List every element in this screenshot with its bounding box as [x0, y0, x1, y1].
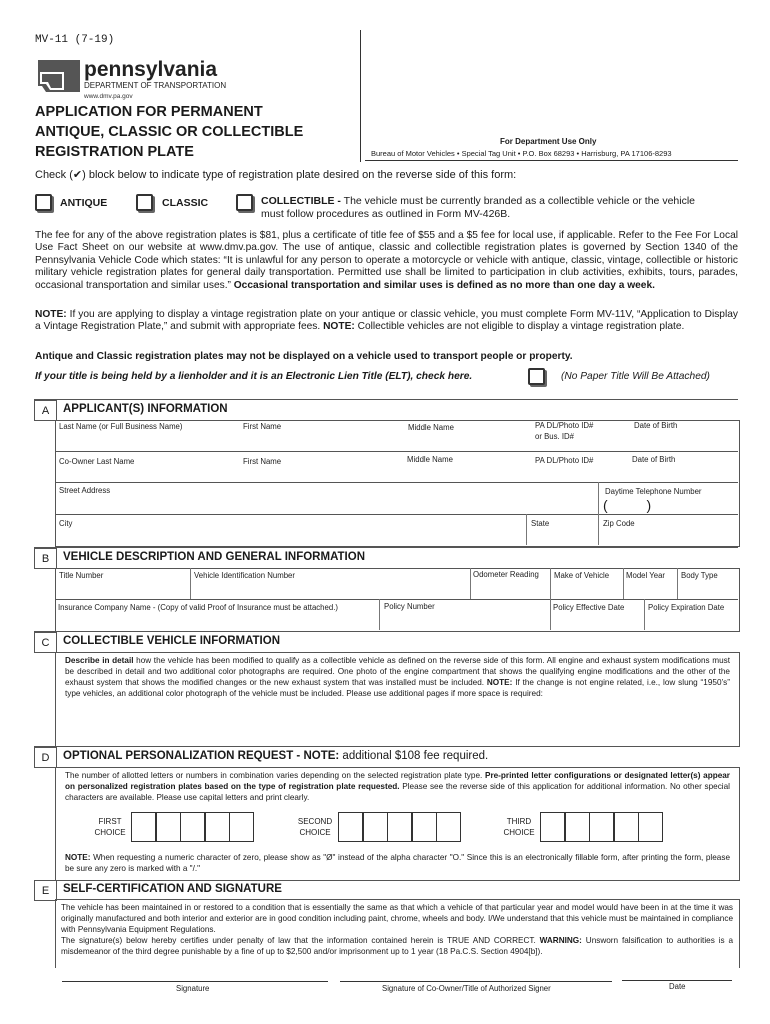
date-label: Date — [669, 982, 686, 991]
vintage-note-text: If you are applying to display a vintage registration plate on your antique or classic vehicle, you must complete Form MV-11V, “Application to Display a Vintage Registration Plate,” and submit with appropriate fees. — [35, 309, 738, 333]
phone-area-code: ( ) — [603, 497, 652, 513]
section-c-rule — [34, 631, 738, 632]
section-a-row2-rule — [55, 482, 738, 483]
section-a-divider — [598, 482, 599, 545]
vintage-note-label: NOTE: — [35, 309, 67, 320]
personalization-intro-end: Please see the reverse side of this application for additional information. No other special characters are available. Please use capital letters and print clearly. — [65, 782, 730, 802]
phone-field[interactable]: Daytime Telephone Number — [605, 487, 702, 496]
second-choice-char-box[interactable] — [436, 812, 461, 842]
transport-warning: Antique and Classic registration plates may not be displayed on a vehicle used to transport people or property. — [35, 351, 573, 362]
co-signature-label: Signature of Co-Owner/Title of Authorized Signer — [382, 984, 551, 993]
collectible-checkbox[interactable] — [236, 194, 253, 211]
describe-note-label: NOTE: — [486, 678, 513, 687]
first-choice-char-box[interactable] — [156, 812, 181, 842]
second-choice-char-box[interactable] — [338, 812, 363, 842]
third-choice-label — [499, 816, 539, 838]
section-a-box — [55, 420, 740, 547]
antique-checkbox[interactable] — [35, 194, 52, 211]
section-d-letter: D — [34, 747, 57, 768]
first-choice-char-box[interactable] — [180, 812, 205, 842]
vintage-note — [35, 309, 738, 334]
first-choice-label — [88, 816, 132, 838]
section-b-divider — [379, 599, 380, 630]
vintage-note2-text: Collectible vehicles are not eligible to display a vintage registration plate. — [354, 321, 685, 333]
second-choice-char-box[interactable] — [412, 812, 437, 842]
middle-name-field[interactable]: Middle Name — [408, 423, 454, 432]
co-owner-dob-field[interactable]: Date of Birth — [632, 455, 676, 464]
state-field[interactable]: State — [531, 519, 550, 528]
section-b-divider — [550, 568, 551, 630]
first-choice-line2: CHOICE — [94, 828, 126, 837]
section-b-divider — [470, 568, 471, 599]
form-title — [35, 102, 355, 162]
section-d-rule — [34, 746, 738, 747]
dob-field[interactable]: Date of Birth — [634, 421, 678, 430]
city-field[interactable]: City — [59, 519, 73, 528]
third-choice-char-box[interactable] — [589, 812, 614, 842]
section-d-fee: additional $108 fee required. — [339, 750, 489, 762]
certification-warning-label: WARNING: — [539, 936, 582, 945]
section-b-divider — [623, 568, 624, 599]
zero-note-label: NOTE: — [65, 853, 91, 862]
second-choice-line1: SECOND — [297, 817, 333, 826]
co-signature-line[interactable] — [340, 981, 612, 982]
section-a-letter: A — [34, 400, 57, 421]
bureau-address: Bureau of Motor Vehicles • Special Tag Unit • P.O. Box 68293 • Harrisburg, PA 17106-8293 — [371, 149, 672, 158]
second-choice-char-box[interactable] — [363, 812, 388, 842]
title-line-1: APPLICATION FOR PERMANENT — [35, 104, 263, 120]
first-choice-char-box[interactable] — [229, 812, 254, 842]
describe-text: how the vehicle has been modified to qualify as a collectible vehicle as defined on the reverse side of this form. All engine and exhaust system modifications must be described in detail and two additional color photographs are required. One photo of the engine compartment that shows the qualifying engine modifications and the other of the exhaust system that shows the modified changes or the new exhaust system that was installed must be included. — [65, 656, 730, 687]
website: www.dmv.pa.gov — [84, 93, 133, 100]
third-choice-line1: THIRD — [506, 817, 532, 826]
policy-number-field[interactable]: Policy Number — [384, 602, 435, 611]
co-owner-last-name-field[interactable]: Co-Owner Last Name — [59, 457, 135, 466]
collectible-description — [65, 655, 730, 699]
vintage-note2-label: NOTE: — [323, 321, 355, 333]
first-choice-line1: FIRST — [98, 817, 122, 826]
describe-note: If the change is not engine related, i.e., low slung “1950’s” type vehicles, an additional color photograph of the vehicle must be included. Please use additional pages if more space is required: — [65, 678, 730, 698]
personalization-intro-bold: Pre-printed letter configurations or designated letter(s) appear on personalized registration plates based on the type of registration plate requested. — [65, 771, 730, 791]
section-e-rule — [34, 880, 738, 881]
certification-warning: Unsworn falsification to authorities is a misdemeanor of the third degree punishable by a fine of up to $2,500 and/or imprisonment up to 1 year (18 Pa.C.S. Section 4904[b]). — [61, 936, 733, 956]
title-number-field[interactable]: Title Number — [59, 571, 104, 580]
first-name-field[interactable]: First Name — [243, 422, 282, 431]
second-choice-label — [292, 816, 338, 838]
co-owner-pa-dl-field[interactable]: PA DL/Photo ID# — [535, 456, 594, 465]
collectible-desc-1: The vehicle must be currently branded as a collectible vehicle or the vehicle — [340, 195, 695, 207]
policy-expiration-field[interactable]: Policy Expiration Date — [648, 603, 725, 612]
last-name-field[interactable]: Last Name (or Full Business Name) — [59, 422, 183, 431]
section-a-title: APPLICANT(S) INFORMATION — [63, 403, 228, 415]
third-choice-char-box[interactable] — [540, 812, 565, 842]
section-e-title: SELF-CERTIFICATION AND SIGNATURE — [63, 883, 282, 895]
co-owner-middle-name-field[interactable]: Middle Name — [407, 455, 453, 464]
second-choice-char-box[interactable] — [387, 812, 412, 842]
header-rule — [365, 160, 738, 161]
section-c-title: COLLECTIBLE VEHICLE INFORMATION — [63, 635, 281, 647]
certification-text-1: The vehicle has been maintained in or restored to a condition that is essentially the same as that which a vehicle of that particular year and model would have been in at the time it was originally manufactured and both interior and exterior are in good condition including paint, chrome, wheels and body. I/We understand that this vehicle must be maintained in compliance with Pennsylvania Equipment Regulations. — [61, 903, 733, 934]
agency-name: pennsylvania — [84, 58, 218, 81]
plate-type-intro: Check (✔) block below to indicate type of registration plate desired on the reverse side of this form: — [35, 169, 517, 181]
street-address-field[interactable]: Street Address — [59, 486, 111, 495]
body-type-field[interactable]: Body Type — [681, 571, 718, 580]
fee-text: The fee for any of the above registration plates is $81, plus a certificate of title fee of $55 and a $5 fee for local use, if applicable. Refer to the Fee For Local Use Fact Sheet on our website at www.dmv.pa.gov. The use of antique, classic and collectible registration plates is governed by Section 1340 of the Pennsylvania Vehicle Code which states: “It is unlawful for any person to operate a motorcycle or vehicle with antique, classic, vintage, collectible or historic military vehicle registration plates for general daily transportation. Permitted use shall be limited to participation in club activities, exhibits, tours, parades, occasional transportation and similar uses.” — [35, 230, 738, 291]
classic-label: CLASSIC — [162, 197, 209, 209]
section-b-row-rule — [55, 599, 738, 600]
personalization-intro-text: The number of allotted letters or numbers in combination varies depending on the selected registration plate type. — [65, 771, 485, 780]
make-field[interactable]: Make of Vehicle — [554, 571, 610, 580]
zip-field[interactable]: Zip Code — [603, 519, 635, 528]
antique-label: ANTIQUE — [60, 197, 108, 209]
insurance-company-field[interactable]: Insurance Company Name - (Copy of valid Proof of Insurance must be attached.) — [58, 603, 338, 612]
elt-checkbox[interactable] — [528, 368, 545, 385]
fee-text-bold: Occasional transportation and similar uses is defined as no more than one day a week. — [230, 279, 655, 291]
co-owner-first-name-field[interactable]: First Name — [243, 457, 282, 466]
section-a-rule — [34, 399, 738, 400]
personalization-intro — [65, 770, 730, 803]
fee-paragraph — [35, 230, 738, 292]
elt-note: (No Paper Title Will Be Attached) — [561, 371, 710, 382]
vin-field[interactable]: Vehicle Identification Number — [194, 571, 295, 580]
section-d-title-text: OPTIONAL PERSONALIZATION REQUEST - NOTE: — [63, 750, 340, 762]
title-line-3: REGISTRATION PLATE — [35, 144, 194, 160]
keystone-logo-icon — [36, 56, 82, 96]
section-b-divider — [644, 599, 645, 630]
third-choice-char-box[interactable] — [614, 812, 639, 842]
title-line-2: ANTIQUE, CLASSIC OR COLLECTIBLE — [35, 124, 304, 140]
section-b-title: VEHICLE DESCRIPTION AND GENERAL INFORMATION — [63, 551, 365, 563]
collectible-desc-2: must follow procedures as outlined in Form MV-426B. — [261, 207, 511, 220]
third-choice-char-box[interactable] — [638, 812, 663, 842]
collectible-label: COLLECTIBLE - — [261, 195, 341, 207]
department-name: DEPARTMENT OF TRANSPORTATION — [84, 81, 227, 90]
first-choice-char-box[interactable] — [131, 812, 156, 842]
second-choice-line2: CHOICE — [299, 828, 331, 837]
bus-id-label: or Bus. ID# — [535, 432, 574, 441]
third-choice-line2: CHOICE — [503, 828, 535, 837]
certification-text-2: The signature(s) below hereby certifies under penalty of law that the information contained herein is TRUE AND CORRECT. — [61, 936, 540, 945]
section-d-title — [63, 750, 488, 762]
section-c-letter: C — [34, 632, 57, 653]
signature-label: Signature — [176, 984, 210, 993]
collectible-option — [261, 195, 741, 220]
zero-note — [65, 852, 730, 874]
section-b-divider — [677, 568, 678, 599]
zero-note-text: When requesting a numeric character of zero, please show as "Ø" instead of the alpha character "O." Since this is an electronically fillable form, after printing the form, please be sure any zero is marked with a "/." — [65, 853, 730, 873]
header-divider — [360, 30, 361, 162]
certification-text — [61, 902, 733, 957]
section-b-letter: B — [34, 548, 57, 569]
section-e-letter: E — [34, 880, 57, 901]
section-a-row3-rule — [55, 514, 738, 515]
form-number: MV-11 (7-19) — [35, 34, 115, 46]
third-choice-char-box[interactable] — [565, 812, 590, 842]
section-b-rule — [34, 547, 738, 548]
classic-checkbox[interactable] — [136, 194, 153, 211]
section-b-divider — [190, 568, 191, 599]
pa-dl-field[interactable]: PA DL/Photo ID# — [535, 421, 594, 430]
department-use-label: For Department Use Only — [500, 137, 597, 146]
model-year-field[interactable]: Model Year — [626, 571, 666, 580]
signature-line[interactable] — [62, 981, 328, 982]
describe-label: Describe in detail — [65, 656, 134, 665]
section-a-divider — [526, 514, 527, 545]
odometer-field[interactable]: Odometer Reading — [473, 570, 539, 579]
section-a-row1-rule — [55, 451, 738, 452]
first-choice-char-box[interactable] — [205, 812, 230, 842]
elt-statement: If your title is being held by a lienholder and it is an Electronic Lien Title (ELT), check here. — [35, 371, 473, 382]
policy-effective-field[interactable]: Policy Effective Date — [553, 603, 625, 612]
date-line[interactable] — [622, 980, 732, 981]
